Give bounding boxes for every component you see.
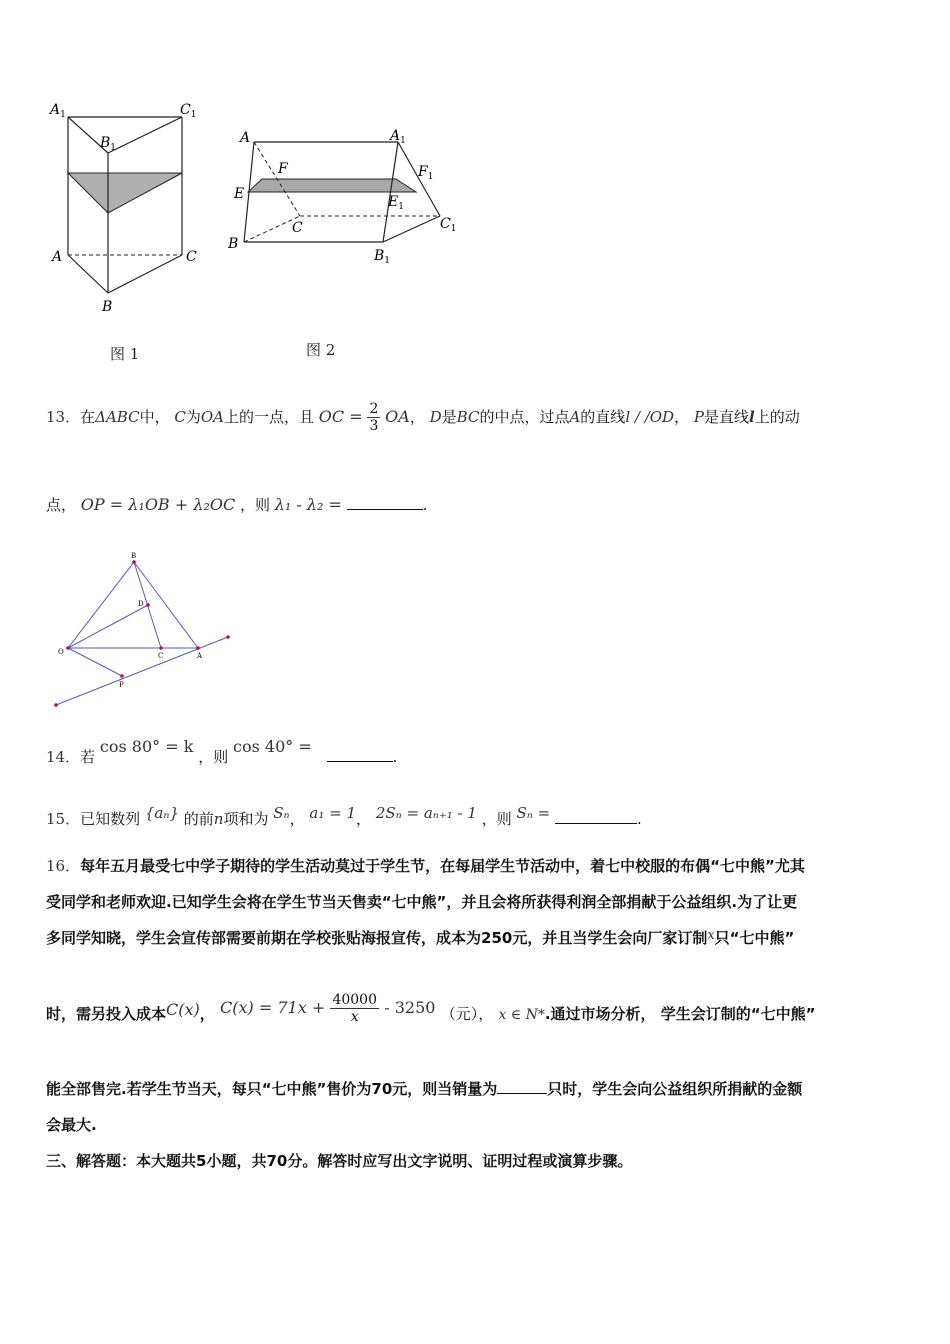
line-l [56,637,228,705]
question-16-line-3: 多同学知晓，学生会宣传部需要前期在学校张贴海报宣传，成本为250元，并且当学生会向厂家订制x只“七中熊” [46,928,795,947]
answer-blank-14[interactable] [327,747,393,762]
segment-o-d [68,605,148,648]
label-a1: $A_1$ [390,128,406,146]
figure-1-caption: 图 1 [110,345,140,363]
edge-b1-c1 [383,216,440,242]
question-16-line-6: 会最大. [46,1116,97,1134]
answer-blank-15[interactable] [555,809,637,824]
edge-b1-c1 [108,117,182,153]
label-a: A [52,249,63,265]
question-16-line-2: 受同学和老师欢迎.已知学生会将在学生节当天售卖“七中熊”，并且会将所获得利润全部捐献于公益组织.为了让更 [46,893,798,911]
label-d: D [138,600,144,608]
section-3-heading: 三、解答题：本大题共5小题，共70分。解答时应写出文字说明、证明过程或演算步骤。 [46,1152,633,1170]
label-p: P [119,681,124,689]
segment-o-p [68,648,122,676]
label-b: B [228,236,239,252]
label-c: C [292,220,303,236]
label-a: A [240,130,251,146]
label-b1: $B_1$ [100,135,117,153]
edge-b-c [108,255,182,293]
question-16-line-4: 时，需另投入成本C(x)， C(x) = 71x + $\frac{40000}{x}$ - 3250 （元）， x ∈ N*.通过市场分析， 学生会订制的“七中熊” [46,992,816,1025]
label-a1: $A_1$ [50,102,66,120]
question-15: 15．已知数列 {aₙ} 的前n项和为 Sₙ， a₁ = 1， 2Sₙ = aₙ₊₁ - 1 ，则 Sₙ = . [46,804,642,828]
question-14: 14．若 cos 80° = k ，则 cos 40° = . [46,737,398,766]
label-o: O [58,648,64,656]
question-13-figure [52,548,242,712]
question-13-line-2: 点， OP = λ₁OB + λ₂OC ，则 λ₁ - λ₂ = . [46,495,428,514]
edge-a-b [68,255,108,293]
label-c: C [186,249,197,265]
section-plane-fill [68,173,182,213]
label-f: F [278,161,288,177]
label-c1: $C_1$ [440,216,457,234]
answer-blank-16[interactable] [497,1081,547,1094]
segment-o-b [68,562,134,648]
figure-2-caption: 图 2 [306,341,336,359]
label-b1: $B_1$ [374,248,391,266]
label-c1: $C_1$ [180,102,197,120]
figure-2-prism [228,118,468,268]
question-16-line-5: 能全部售完.若学生节当天，每只“七中熊”售价为70元，则当销量为 只时，学生会向公益组织所捐献的金额 [46,1080,803,1098]
label-b: B [131,552,137,560]
label-b: B [102,299,113,315]
label-e1: $E_1$ [388,194,404,212]
question-13-line-1: 13．在ΔABC中， C为OA上的一点，且 OC = $\frac{2}{3}$ OA， D是BC的中点，过点A的直线l / /OD， P是直线l上的动 [46,401,800,434]
label-f1: $F_1$ [418,164,434,182]
label-e: E [234,186,245,202]
label-c: C [158,652,164,660]
question-16-line-1: 16．每年五月最受七中学子期待的学生活动莫过于学生节，在每届学生节活动中，着七中校服的布偶“七中熊”尤其 [46,857,805,875]
label-a: A [197,652,203,660]
figure-1-prism [40,95,220,320]
answer-blank-13[interactable] [347,495,423,510]
